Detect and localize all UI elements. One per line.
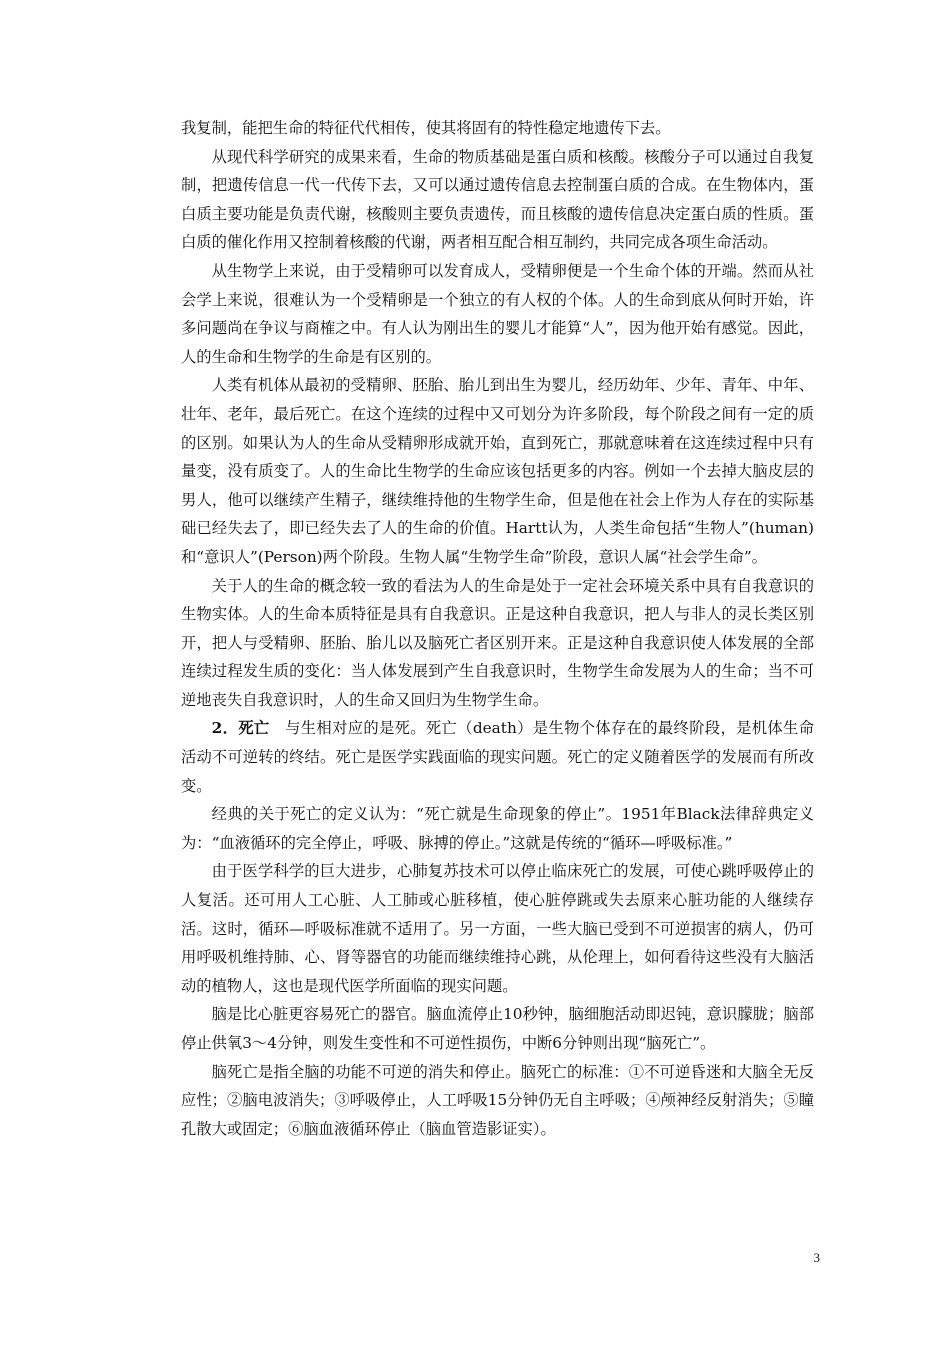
paragraph-brain-death-criteria: 脑死亡是指全脑的功能不可逆的消失和停止。脑死亡的标准：①不可逆昏迷和大脑全无反应性；②脑电波消失；③呼吸停止，人工呼吸15分钟仍无自主呼吸；④颅神经反射消失；⑤瞳孔散大或固定；⑥脑血液循环停止（脑血管造影证实）。 xyxy=(181,1062,814,1138)
body-text xyxy=(181,114,814,1143)
paragraph-self-awareness: 关于人的生命的概念较一致的看法为人的生命是处于一定社会环境关系中具有自我意识的生物实体。人的生命本质特征是具有自我意识。正是这种自我意识，把人与非人的灵长类区别开，把人与受精卵、胚胎、胎儿以及脑死亡者区别开来。正是这种自我意识使人体发展的全部连续过程发生质的变化：当人体发展到产生自我意识时，生物学生命发展为人的生命；当不可逆地丧失自我意识时，人的生命又回归为生物学生命。 xyxy=(181,576,814,709)
paragraph-fertilized-egg: 从生物学上来说，由于受精卵可以发育成人，受精卵便是一个生命个体的开端。然而从社会学上来说，很难认为一个受精卵是一个独立的有人权的个体。人的生命到底从何时开始，许多问题尚在争议与商榷之中。有人认为刚出生的婴儿才能算“人”，因为他开始有感觉。因此，人的生命和生物学的生命是有区别的。 xyxy=(181,261,814,366)
paragraph-medical-progress: 由于医学科学的巨大进步，心肺复苏技术可以停止临床死亡的发展，可使心跳呼吸停止的人复活。还可用人工心脏、人工肺或心脏移植，使心脏停跳或失去原来心脏功能的人继续存活。这时，循环—呼吸标准就不适用了。另一方面，一些大脑已受到不可逆损害的病人，仍可用呼吸机维持肺、心、肾等器官的功能而继续维持心跳，从伦理上，如何看待这些没有大脑活动的植物人，这也是现代医学所面临的现实问题。 xyxy=(181,862,814,995)
section-heading-text: 与生相对应的是死。死亡（death）是生物个体存在的最终阶段，是机体生命活动不可逆转的终结。死亡是医学实践面临的现实问题。死亡的定义随着医学的发展而有所改变。 xyxy=(181,719,814,795)
page-number: 3 xyxy=(813,1250,820,1265)
section-death xyxy=(181,714,814,800)
paragraph-material-basis: 从现代科学研究的成果来看，生命的物质基础是蛋白质和核酸。核酸分子可以通过自我复制，把遗传信息一代一代传下去，又可以通过遗传信息去控制蛋白质的合成。在生物体内，蛋白质主要功能是负责代谢，核酸则主要负责遗传，而且核酸的遗传信息决定蛋白质的性质。蛋白质的催化作用又控制着核酸的代谢，两者相互配合相互制约，共同完成各项生命活动。 xyxy=(181,147,814,252)
paragraph-brain-organ: 脑是比心脏更容易死亡的器官。脑血流停止10秒钟，脑细胞活动即迟钝，意识朦胧；脑部停止供氧3～4分钟，则发生变性和不可逆性损伤，中断6分钟则出现“脑死亡”。 xyxy=(181,1005,814,1052)
paragraph-continuation: 我复制，能把生命的特征代代相传，使其将固有的特性稳定地遗传下去。 xyxy=(181,119,671,137)
section-heading: 2．死亡 xyxy=(211,719,270,738)
paragraph-human-organism: 人类有机体从最初的受精卵、胚胎、胎儿到出生为婴儿，经历幼年、少年、青年、中年、壮年、老年，最后死亡。在这个连续的过程中又可划分为许多阶段，每个阶段之间有一定的质的区别。如果认为人的生命从受精卵形成就开始，直到死亡，那就意味着在这连续过程中只有量变，没有质变了。人的生命比生物学的生命应该包括更多的内容。例如一个去掉大脑皮层的男人，他可以继续产生精子，继续维持他的生物学生命，但是他在社会上作为人存在的实际基础已经失去了，即已经失去了人的生命的价值。Hartt认为，人类生命包括“生物人”(human)和“意识人”(Person)两个阶段。生物人属“生物学生命”阶段，意识人属“社会学生命”。 xyxy=(181,376,814,566)
paragraph-classic-definition: 经典的关于死亡的定义认为：“死亡就是生命现象的停止”。1951年Black法律辞典定义为：“血液循环的完全停止，呼吸、脉搏的停止。”这就是传统的“循环—呼吸标准。” xyxy=(181,805,814,852)
